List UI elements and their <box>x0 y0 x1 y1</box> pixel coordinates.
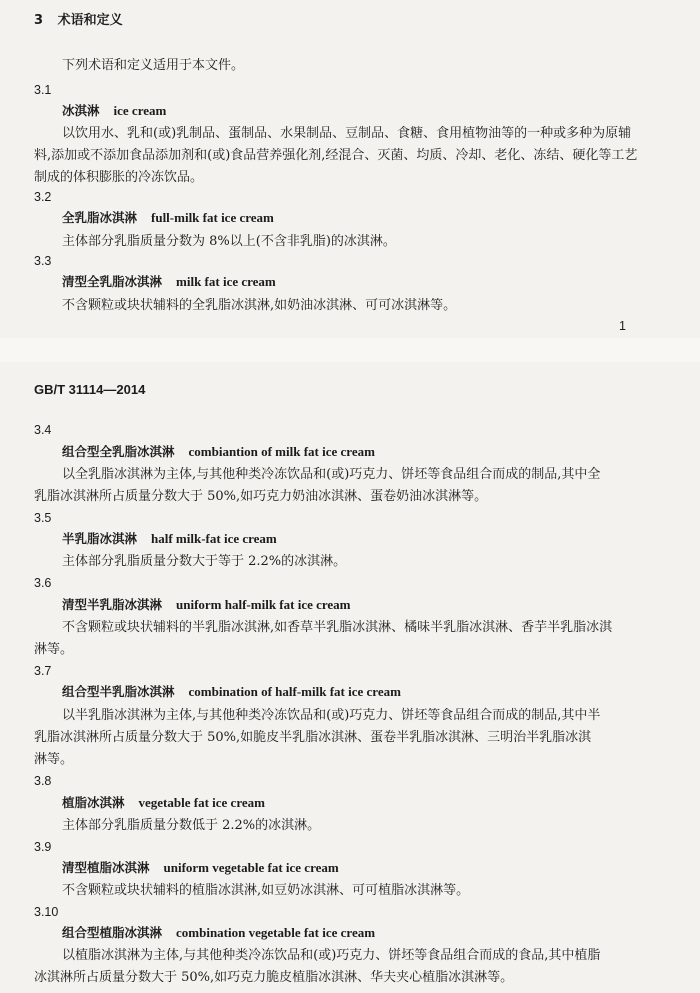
term-number: 3.6 <box>34 576 52 590</box>
term-title <box>62 103 166 120</box>
definition-line: 乳脂冰淇淋所占质量分数大于 50%,如巧克力奶油冰淇淋、蛋卷奶油冰淇淋等。 <box>34 489 488 504</box>
term-en: vegetable fat ice cream <box>138 795 265 810</box>
term-en: uniform vegetable fat ice cream <box>163 860 339 875</box>
term-cn: 组合型植脂冰淇淋 <box>62 925 163 940</box>
definition-line: 以半乳脂冰淇淋为主体,与其他种类冷冻饮品和(或)巧克力、饼坯等食品组合而成的制品,其中半 <box>62 708 601 723</box>
definition-line: 主体部分乳脂质量分数低于 2.2%的冰淇淋。 <box>62 818 321 833</box>
term-cn: 清型全乳脂冰淇淋 <box>62 274 163 289</box>
section-heading <box>34 13 123 29</box>
term-number: 3.5 <box>34 511 52 525</box>
term-cn: 清型植脂冰淇淋 <box>62 860 150 875</box>
term-title <box>62 531 277 548</box>
definition-line: 不含颗粒或块状辅料的半乳脂冰淇淋,如香草半乳脂冰淇淋、橘味半乳脂冰淇淋、香芋半乳脂冰淇 <box>62 620 613 635</box>
term-title <box>62 210 274 227</box>
term-title <box>62 860 339 877</box>
definition-line: 以饮用水、乳和(或)乳制品、蛋制品、水果制品、豆制品、食糖、食用植物油等的一种或多种为原辅 <box>62 126 632 141</box>
term-title <box>62 795 265 812</box>
term-en: half milk-fat ice cream <box>151 531 277 546</box>
definition-line: 制成的体积膨胀的冷冻饮品。 <box>34 170 204 185</box>
term-en: combiantion of milk fat ice cream <box>188 444 375 459</box>
term-title <box>62 444 375 461</box>
term-en: combination of half-milk fat ice cream <box>188 684 401 699</box>
term-number: 3.2 <box>34 190 52 204</box>
running-header: GB/T 31114—2014 <box>34 382 146 397</box>
section-number: 3 <box>34 13 44 28</box>
definition-line: 淋等。 <box>34 642 74 657</box>
term-number: 3.7 <box>34 664 52 678</box>
term-cn: 组合型全乳脂冰淇淋 <box>62 444 175 459</box>
term-cn: 冰淇淋 <box>62 103 100 118</box>
term-number: 3.10 <box>34 905 59 919</box>
definition-line: 淋等。 <box>34 752 74 767</box>
term-en: full-milk fat ice cream <box>151 210 274 225</box>
term-number: 3.9 <box>34 840 52 854</box>
term-cn: 全乳脂冰淇淋 <box>62 210 138 225</box>
term-number: 3.3 <box>34 254 52 268</box>
definition-line: 不含颗粒或块状辅料的植脂冰淇淋,如豆奶冰淇淋、可可植脂冰淇淋等。 <box>62 883 470 898</box>
definition-line: 冰淇淋所占质量分数大于 50%,如巧克力脆皮植脂冰淇淋、华夫夹心植脂冰淇淋等。 <box>34 970 514 985</box>
definition-line: 主体部分乳脂质量分数为 8%以上(不含非乳脂)的冰淇淋。 <box>62 234 396 249</box>
definition-line: 主体部分乳脂质量分数大于等于 2.2%的冰淇淋。 <box>62 554 347 569</box>
term-title <box>62 274 276 291</box>
page-number: 1 <box>619 319 626 333</box>
term-number: 3.1 <box>34 83 52 97</box>
term-number: 3.4 <box>34 423 52 437</box>
term-en: uniform half-milk fat ice cream <box>176 597 351 612</box>
term-en: combination vegetable fat ice cream <box>176 925 376 940</box>
term-cn: 植脂冰淇淋 <box>62 795 125 810</box>
definition-line: 乳脂冰淇淋所占质量分数大于 50%,如脆皮半乳脂冰淇淋、蛋卷半乳脂冰淇淋、三明治半乳脂冰淇 <box>34 730 592 745</box>
term-en: ice cream <box>113 103 167 118</box>
term-en: milk fat ice cream <box>176 274 276 289</box>
definition-line: 以全乳脂冰淇淋为主体,与其他种类冷冻饮品和(或)巧克力、饼坯等食品组合而成的制品,其中全 <box>62 467 601 482</box>
definition-line: 以植脂冰淇淋为主体,与其他种类冷冻饮品和(或)巧克力、饼坯等食品组合而成的食品,其中植脂 <box>62 948 601 963</box>
term-number: 3.8 <box>34 774 52 788</box>
definition-line: 不含颗粒或块状辅料的全乳脂冰淇淋,如奶油冰淇淋、可可冰淇淋等。 <box>62 298 457 313</box>
definition-line: 料,添加或不添加食品添加剂和(或)食品营养强化剂,经混合、灭菌、均质、冷却、老化、冻结、硬化等工艺 <box>34 148 638 163</box>
term-title <box>62 925 375 942</box>
term-cn: 组合型半乳脂冰淇淋 <box>62 684 175 699</box>
term-title <box>62 684 401 701</box>
intro-text: 下列术语和定义适用于本文件。 <box>62 58 245 73</box>
term-cn: 半乳脂冰淇淋 <box>62 531 138 546</box>
term-cn: 清型半乳脂冰淇淋 <box>62 597 163 612</box>
term-title <box>62 597 351 614</box>
page-break <box>0 338 700 362</box>
section-title: 术语和定义 <box>57 13 123 28</box>
